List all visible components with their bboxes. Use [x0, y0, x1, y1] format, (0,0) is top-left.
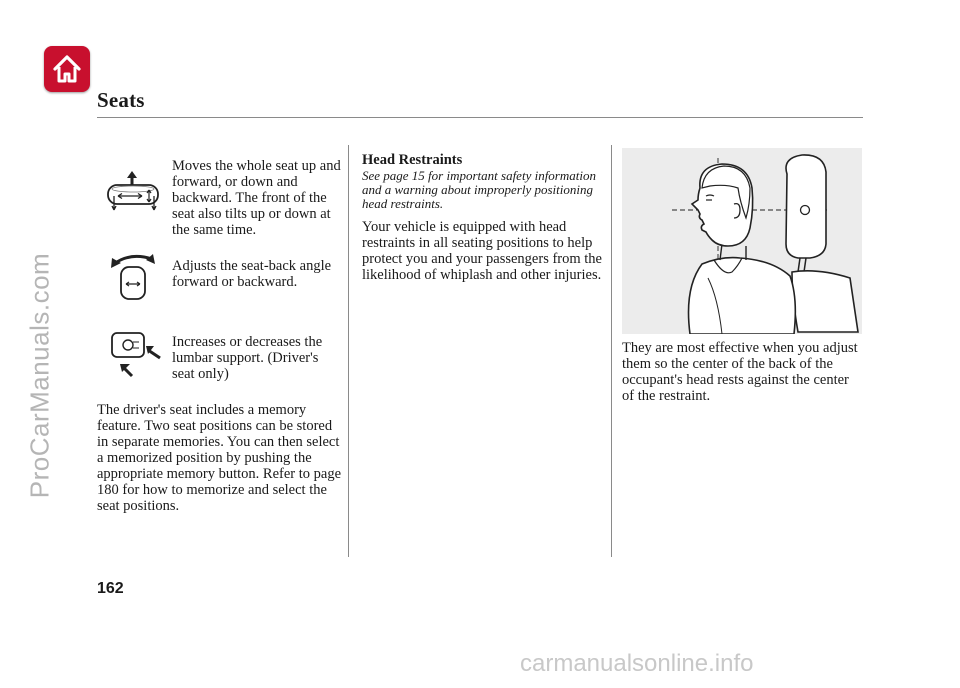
safety-reference-note[interactable]: See page 15 for important safety information and a warning about improperly positioning head restraints.: [362, 168, 596, 211]
home-icon: [50, 52, 84, 86]
slide-switch-description: Moves the whole seat up and forward, or down and backward. The front of the seat also tilts up or down at the same time.: [172, 158, 341, 238]
watermark-bottom: carmanualsonline.info: [520, 650, 754, 677]
home-button[interactable]: [44, 46, 90, 92]
seat-slide-switch-icon: [102, 168, 164, 219]
seat-recline-switch-icon: [108, 250, 158, 307]
column-divider-2: [611, 145, 612, 557]
section-title: Seats: [97, 88, 145, 112]
lumbar-switch-description: Increases or decreases the lumbar support. (Driver's seat only): [172, 334, 323, 382]
head-restraint-illustration: [622, 148, 862, 334]
lumbar-switch-icon: [108, 328, 166, 383]
watermark-vertical: ProCarManuals.com: [24, 252, 55, 499]
recline-switch-description: Adjusts the seat-back angle forward or backward.: [172, 258, 332, 290]
head-restraints-heading: Head Restraints: [362, 152, 463, 168]
head-restraints-section: [362, 152, 602, 283]
header-rule: [97, 117, 863, 118]
column-divider-1: [348, 145, 349, 557]
page-number: 162: [97, 580, 124, 597]
memory-feature-paragraph: The driver's seat includes a memory feature. Two seat positions can be stored in separate memories. You can then select a memorized position by pushing the appropriate memory button. Refer to page 180 for how to memorize and select the seat positions.: [97, 402, 342, 514]
head-restraints-paragraph: Your vehicle is equipped with head restraints in all seating positions to help protect you and your passengers from the likelihood of whiplash and other injuries.: [362, 219, 602, 283]
head-restraint-caption: They are most effective when you adjust them so the center of the back of the occupant's head rests against the center of the restraint.: [622, 340, 858, 404]
